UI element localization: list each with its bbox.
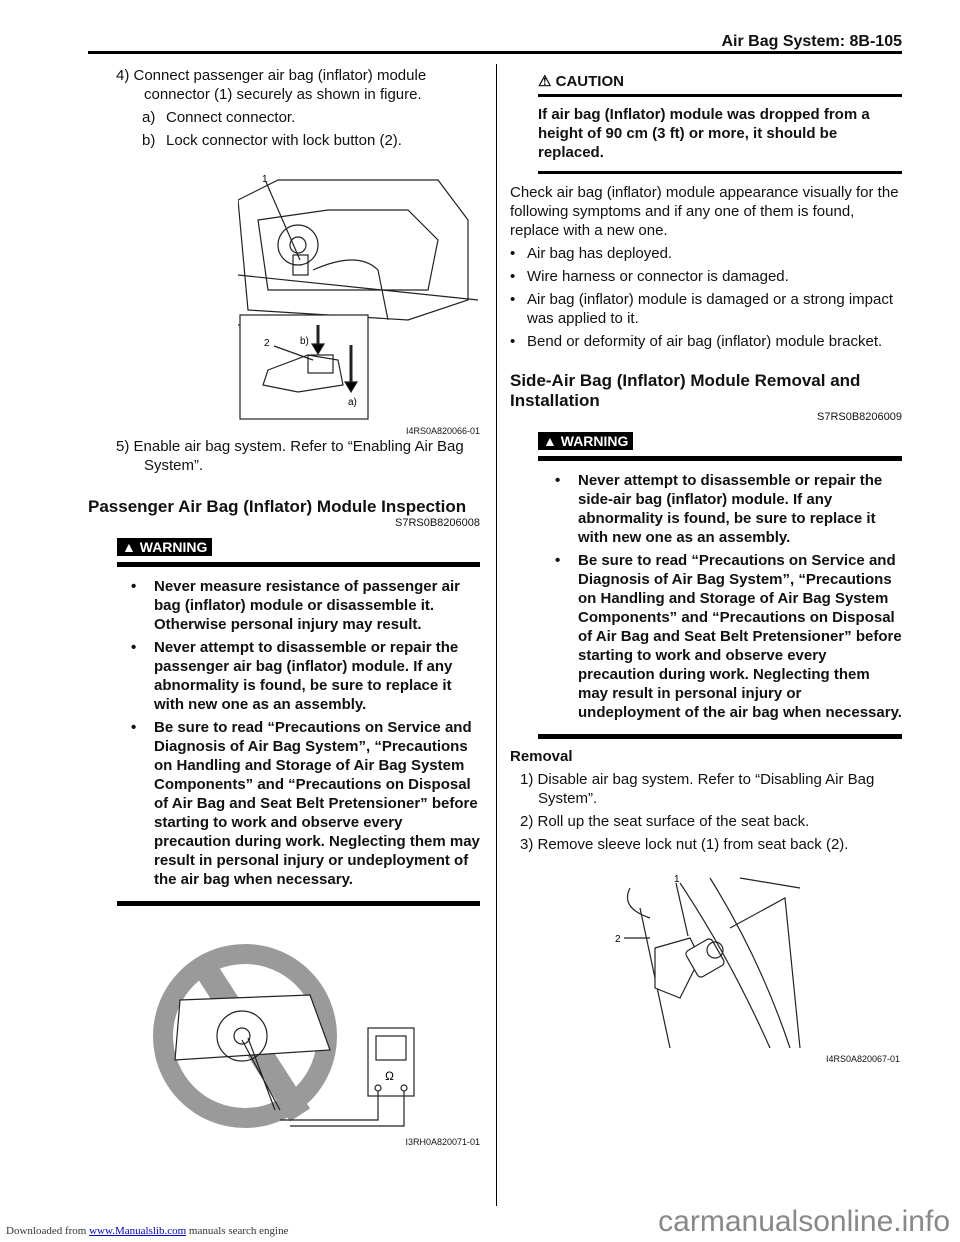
section-heading: Passenger Air Bag (Inflator) Module Inspection (88, 497, 467, 516)
left-column (88, 66, 480, 154)
warning-rule (538, 456, 902, 461)
symptom-item: • Bend or deformity of air bag (inflator) module bracket. (510, 333, 883, 350)
label-2: 2 (615, 934, 621, 945)
removal-step: 1) Disable air bag system. Refer to “Disabling Air Bag System”. (520, 771, 875, 807)
label-1: 1 (262, 174, 268, 185)
warning-item: • Be sure to read “Precautions on Service and Diagnosis of Air Bag System”, “Precautions on Handling and Storage of Air Bag System Components” and “Precautions on Disposal of Air Bag and Seat Belt Pretensioner” before starting to work and observe every precaution during work. Neglecting them may result in personal injury or undeployment of the air bag when necessary. (555, 552, 902, 721)
manualslib-link[interactable]: www.Manualslib.com (89, 1225, 187, 1237)
caution-icon: ⚠ (538, 73, 552, 90)
figure-caption: I3RH0A820071-01 (405, 1137, 480, 1147)
symptom-item: • Air bag has deployed. (510, 245, 673, 262)
label-2: 2 (264, 338, 270, 349)
removal-step: 3) Remove sleeve lock nut (1) from seat back (2). (520, 836, 849, 853)
section-code: S7RS0B8206008 (394, 517, 480, 529)
warning-badge: ▲ WARNING (117, 538, 212, 556)
step-4b: b) Lock connector with lock button (2). (142, 132, 402, 149)
column-divider (496, 64, 497, 1206)
warning-item: • Never attempt to disassemble or repair the passenger air bag (inflator) module. If any abnormality is found, be sure to replace it with new one as an assembly. (131, 639, 459, 713)
caution-text: If air bag (Inflator) module was dropped from a height of 90 cm (3 ft) or more, it should be replaced. (538, 106, 870, 161)
figure-ohmmeter (150, 940, 480, 1132)
section-heading: Side-Air Bag (Inflator) Module Removal and Installation (510, 371, 861, 410)
caution-label: ⚠ CAUTION (538, 73, 624, 90)
figure-caption: I4RS0A820067-01 (825, 1054, 900, 1064)
header-rule (88, 51, 902, 54)
removal-heading: Removal (510, 748, 573, 765)
warning-rule (117, 562, 480, 567)
step-4: 4) Connect passenger air bag (inflator) module connector (1) securely as shown in figure. (116, 67, 427, 103)
warning-item: • Never attempt to disassemble or repair the side-air bag (inflator) module. If any abnormality is found, be sure to replace it with new one as an assembly. (555, 472, 883, 546)
warning-rule-bottom (117, 901, 480, 906)
removal-step: 2) Roll up the seat surface of the seat back. (520, 813, 810, 830)
warning-item: • Never measure resistance of passenger air bag (inflator) module or disassemble it. Otherwise personal injury may result. (131, 578, 460, 633)
footer-note: Downloaded from www.Manualslib.com manuals search engine (6, 1225, 289, 1237)
caution-rule (538, 94, 902, 97)
warning-item: • Be sure to read “Precautions on Service and Diagnosis of Air Bag System”, “Precautions on Handling and Storage of Air Bag System Components” and “Precautions on Disposal of Air Bag and Seat Belt Pretensioner” before starting to work and observe every precaution during work. Neglecting them may result in personal injury or undeployment of the air bag when necessary. (131, 719, 480, 888)
watermark-brand: carmanualsonline.info (658, 1205, 950, 1238)
figure-seat-back (610, 868, 810, 1050)
left-column-2 (88, 437, 480, 906)
warning-rule-bottom (538, 734, 902, 739)
label-b: b) (300, 336, 309, 347)
label-a: a) (348, 397, 357, 408)
ohm-symbol: Ω (385, 1069, 394, 1083)
warning-badge: ▲ WARNING (538, 432, 633, 450)
symptom-item: • Air bag (inflator) module is damaged or a strong impact was applied to it. (510, 291, 894, 327)
step-5: 5) Enable air bag system. Refer to “Enabling Air Bag System”. (116, 438, 464, 474)
caution-rule-bottom (538, 171, 902, 174)
right-column (510, 72, 902, 858)
figure-connector (238, 160, 480, 422)
label-1: 1 (674, 874, 680, 885)
section-code: S7RS0B8206009 (816, 411, 902, 423)
step-4a: a) Connect connector. (142, 109, 296, 126)
symptom-item: • Wire harness or connector is damaged. (510, 268, 789, 285)
page-header: Air Bag System: 8B-105 (721, 33, 902, 50)
check-paragraph: Check air bag (inflator) module appearance visually for the following symptoms and if any one of them is found, replace with a new one. (510, 184, 899, 239)
figure-caption: I4RS0A820066-01 (405, 426, 480, 436)
